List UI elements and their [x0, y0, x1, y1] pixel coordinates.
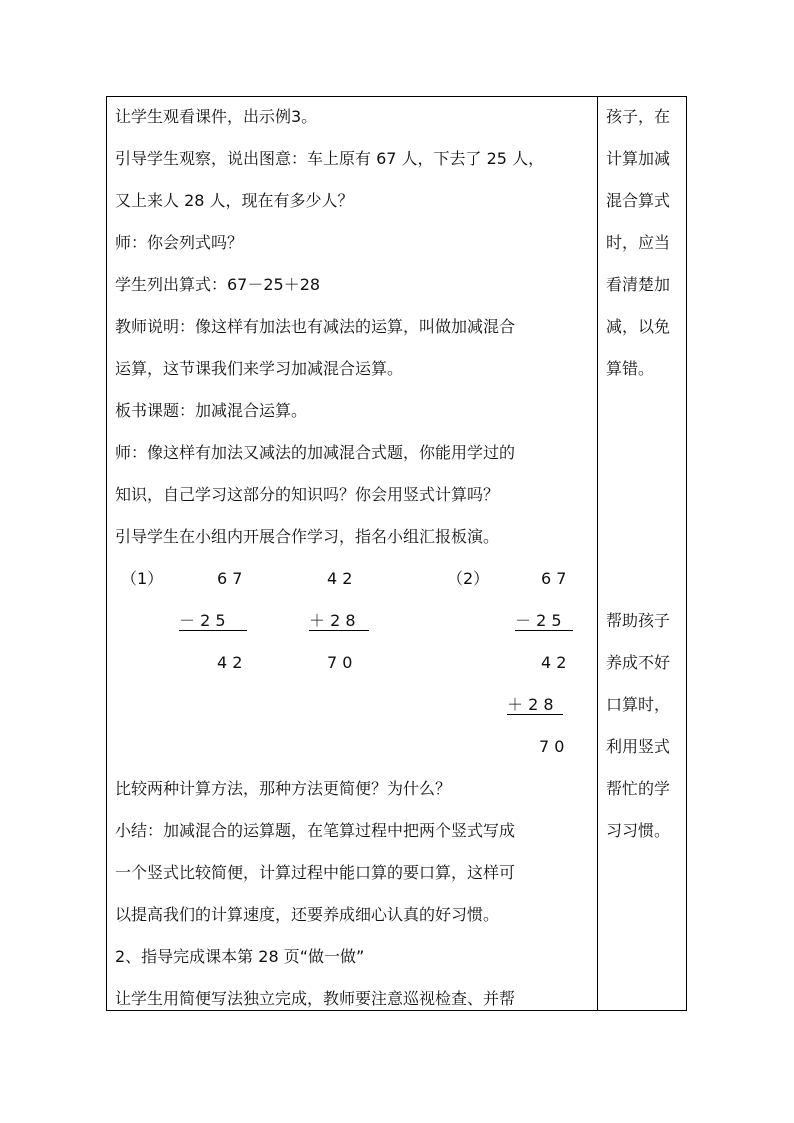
text-line: 让学生用简便写法独立完成，教师要注意巡视检查、并帮 — [115, 989, 516, 1008]
text-line: 引导学生观察，说出图意：车上原有 67 人，下去了 25 人， — [115, 149, 545, 168]
text-line: 板书课题：加减混合运算。 — [115, 401, 308, 420]
calc-b-rule — [309, 630, 369, 631]
calc-a-subtract: － 2 5 — [179, 611, 226, 630]
calc-c-top: 6 7 — [541, 569, 567, 588]
calc-label-2: （2） — [447, 569, 490, 588]
note-line: 计算加减 — [606, 149, 671, 168]
calc-c-subtract: － 2 5 — [515, 611, 562, 630]
text-line: 教师说明：像这样有加法也有减法的运算，叫做加减混合 — [115, 317, 516, 336]
note-line: 减，以免 — [606, 317, 671, 336]
note-line: 养成不好 — [606, 653, 671, 672]
note-line: 孩子，在 — [606, 107, 671, 126]
text-line: 引导学生在小组内开展合作学习，指名小组汇报板演。 — [115, 527, 500, 546]
note-line: 口算时， — [606, 695, 671, 714]
text-line: 师：像这样有加法又减法的加减混合式题，你能用学过的 — [115, 443, 516, 462]
text-line: 2、指导完成课本第 28 页“做一做” — [115, 947, 365, 966]
calc-c-rule-2 — [507, 714, 563, 715]
note-line: 时，应当 — [606, 233, 671, 252]
note-line: 算错。 — [606, 359, 655, 378]
note-line: 利用竖式 — [606, 737, 671, 756]
calc-a-result: 4 2 — [217, 653, 243, 672]
column-divider — [597, 97, 598, 1010]
calc-b-add: ＋ 2 8 — [309, 611, 356, 630]
calc-a-rule — [179, 630, 247, 631]
calc-label-1: （1） — [121, 569, 164, 588]
calc-b-result: 7 0 — [327, 653, 353, 672]
text-line: 师：你会列式吗？ — [115, 233, 244, 252]
calc-c-middle: 4 2 — [541, 653, 567, 672]
note-line: 帮忙的学 — [606, 779, 671, 798]
text-line: 又上来人 28 人，现在有多少人？ — [115, 191, 354, 210]
note-line: 帮助孩子 — [606, 611, 671, 630]
calc-a-top: 6 7 — [217, 569, 243, 588]
text-line: 以提高我们的计算速度，还要养成细心认真的好习惯。 — [115, 905, 500, 924]
calc-c-add: ＋ 2 8 — [507, 695, 554, 714]
note-line: 习习惯。 — [606, 821, 671, 840]
calc-b-top: 4 2 — [327, 569, 353, 588]
text-line: 小结：加减混合的运算题，在笔算过程中把两个竖式写成 — [115, 821, 516, 840]
text-line: 比较两种计算方法，那种方法更简便？为什么？ — [115, 779, 452, 798]
text-line: 运算，这节课我们来学习加减混合运算。 — [115, 359, 404, 378]
calc-c-rule — [515, 630, 573, 631]
note-line: 看清楚加 — [606, 275, 671, 294]
note-line: 混合算式 — [606, 191, 671, 210]
text-line: 让学生观看课件，出示例3。 — [115, 107, 318, 126]
calc-c-result: 7 0 — [539, 737, 565, 756]
lesson-table — [106, 96, 687, 1011]
text-line: 一个竖式比较简便，计算过程中能口算的要口算，这样可 — [115, 863, 516, 882]
text-line: 知识，自己学习这部分的知识吗？你会用竖式计算吗？ — [115, 485, 500, 504]
text-line: 学生列出算式：67－25＋28 — [115, 275, 321, 294]
